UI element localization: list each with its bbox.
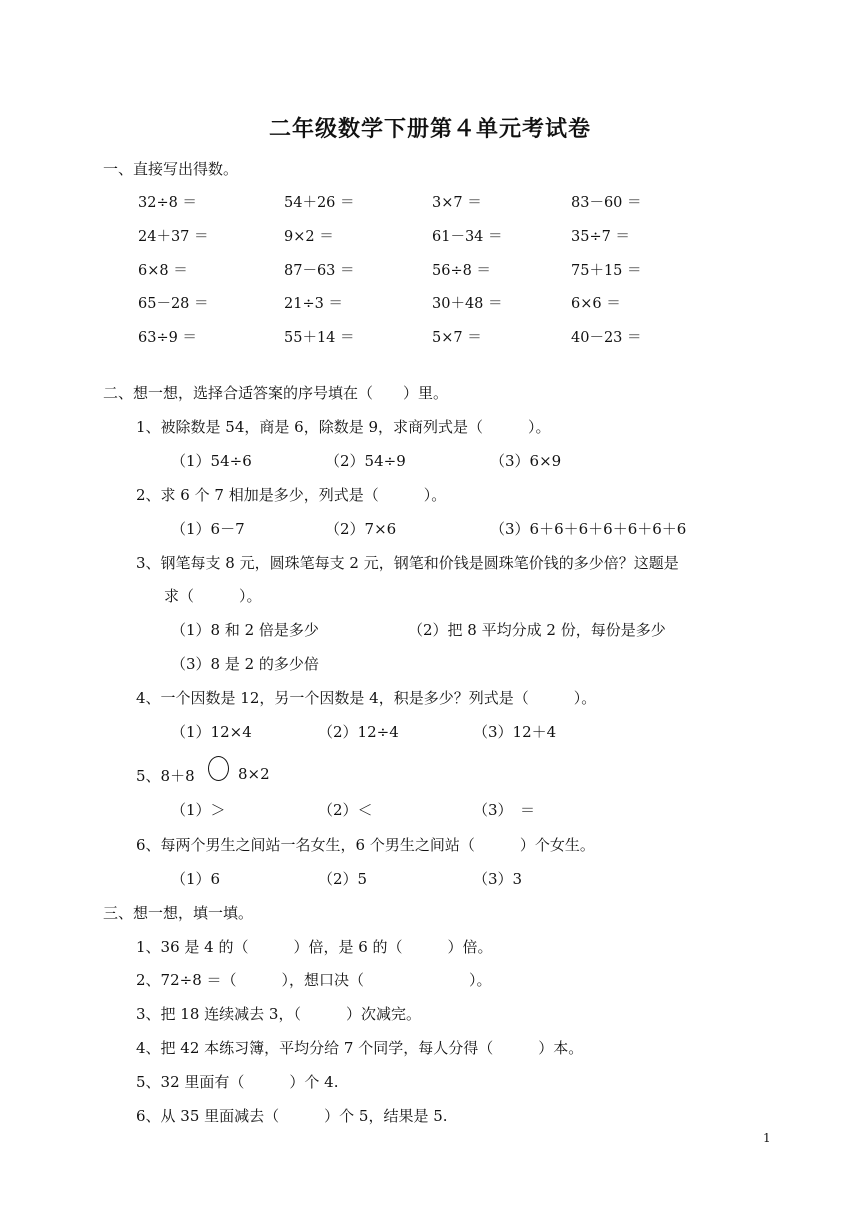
calc-item: 24＋37 ＝	[138, 229, 209, 245]
calc-item: 9×2 ＝	[284, 229, 334, 245]
section-3-heading: 三、想一想，填一填。	[103, 904, 254, 922]
page-number: 1	[763, 1131, 771, 1145]
option: （1）8 和 2 倍是多少	[171, 621, 319, 639]
option: （3）3	[473, 870, 523, 888]
option: （2）7×6	[325, 520, 397, 538]
calc-item: 75＋15 ＝	[571, 263, 642, 279]
question-2-4: 4、一个因数是 12，另一个因数是 4，积是多少？列式是（ ）。	[136, 689, 597, 707]
question-2-5-left: 5、8＋8	[136, 767, 195, 785]
option: （3）12＋4	[473, 723, 557, 741]
calc-item: 54＋26 ＝	[284, 195, 355, 211]
question-2-3: 3、钢笔每支 8 元，圆珠笔每支 2 元，钢笔和价钱是圆珠笔价钱的多少倍？这题是	[136, 554, 679, 572]
option: （2）把 8 平均分成 2 份，每份是多少	[408, 621, 666, 639]
question-2-2: 2、求 6 个 7 相加是多少，列式是（ ）。	[136, 486, 447, 504]
option: （1）12×4	[171, 723, 252, 741]
section-1-heading: 一、直接写出得数。	[103, 160, 239, 178]
calc-item: 63÷9 ＝	[138, 330, 197, 346]
question-2-6: 6、每两个男生之间站一名女生，6 个男生之间站（ ）个女生。	[136, 836, 595, 854]
calc-item: 5×7 ＝	[432, 330, 482, 346]
calc-item: 61－34 ＝	[432, 229, 503, 245]
question-2-1: 1、被除数是 54，商是 6，除数是 9，求商列式是（ ）。	[136, 418, 551, 436]
calc-item: 21÷3 ＝	[284, 296, 343, 312]
option: （1）6	[171, 870, 221, 888]
calc-item: 3×7 ＝	[432, 195, 482, 211]
page-title: 二年级数学下册第４单元考试卷	[268, 116, 591, 142]
calc-item: 55＋14 ＝	[284, 330, 355, 346]
calc-item: 6×8 ＝	[138, 263, 188, 279]
calc-item: 30＋48 ＝	[432, 296, 503, 312]
calc-item: 6×6 ＝	[571, 296, 621, 312]
question-3-6: 6、从 35 里面减去（ ）个 5，结果是 5.	[136, 1107, 448, 1125]
calc-item: 83－60 ＝	[571, 195, 642, 211]
section-2-heading: 二、想一想，选择合适答案的序号填在（ ）里。	[103, 384, 449, 402]
question-2-5-right: 8×2	[238, 765, 270, 783]
option: （2）12÷4	[318, 723, 399, 741]
question-3-4: 4、把 42 本练习簿，平均分给 7 个同学，每人分得（ ）本。	[136, 1039, 584, 1057]
calc-item: 32÷8 ＝	[138, 195, 197, 211]
option: （3）8 是 2 的多少倍	[171, 655, 319, 673]
question-2-3-cont: 求（ ）。	[164, 587, 262, 605]
question-3-3: 3、把 18 连续减去 3，（ ）次减完。	[136, 1005, 421, 1023]
question-3-2: 2、72÷8 ＝（ ），想口决（ ）。	[136, 971, 492, 989]
option: （1）＞	[171, 801, 226, 819]
calc-item: 40－23 ＝	[571, 330, 642, 346]
option: （3）6＋6＋6＋6＋6＋6＋6	[490, 520, 687, 538]
option: （1）6－7	[171, 520, 245, 538]
calc-item: 56÷8 ＝	[432, 263, 491, 279]
question-3-5: 5、32 里面有（ ）个 4.	[136, 1073, 339, 1091]
calc-item: 87－63 ＝	[284, 263, 355, 279]
calc-item: 65－28 ＝	[138, 296, 209, 312]
question-3-1: 1、36 是 4 的（ ）倍，是 6 的（ ）倍。	[136, 938, 493, 956]
option: （2）5	[318, 870, 368, 888]
option: （2）＜	[318, 801, 373, 819]
option: （3） ＝	[473, 801, 536, 819]
option: （2）54÷9	[325, 452, 406, 470]
calc-item: 35÷7 ＝	[571, 229, 630, 245]
option: （3）6×9	[490, 452, 562, 470]
option: （1）54÷6	[171, 452, 252, 470]
compare-circle-blank	[208, 756, 229, 781]
